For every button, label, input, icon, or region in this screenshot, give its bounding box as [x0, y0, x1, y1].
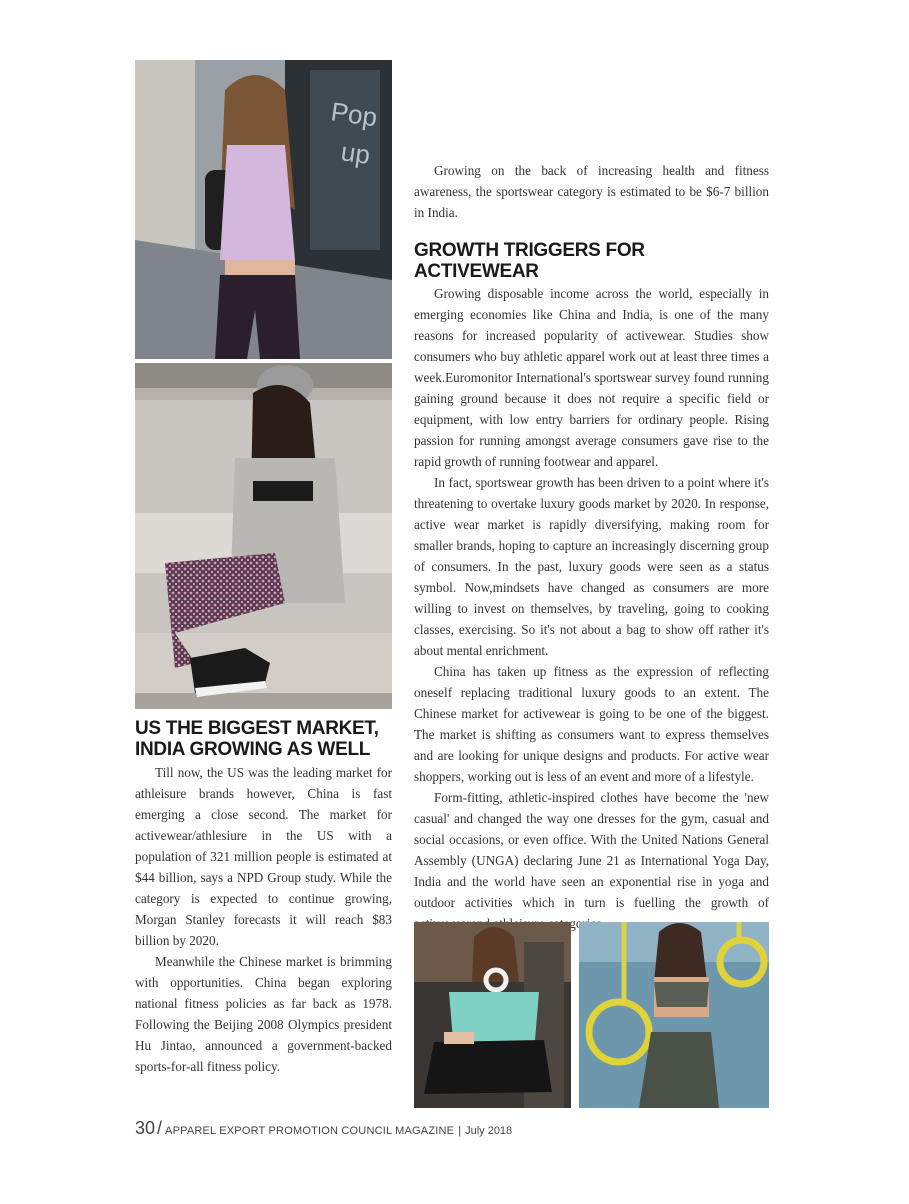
photo-woman-headphones	[414, 922, 571, 1108]
issue-date: July 2018	[465, 1125, 513, 1137]
heading-line-2: INDIA GROWING AS WELL	[135, 739, 371, 760]
photo-woman-lilac-top	[135, 60, 392, 359]
page-number: 30	[135, 1118, 156, 1138]
svg-text:up: up	[339, 136, 372, 170]
paragraph: Growing disposable income across the world, especially in emerging economies like China and India, is one of the many reasons for increased popularity of activewear. Studies show consumers who buy athletic apparel work out at least three times a week.Euromonitor International's sportswear survey found running gaining ground because it does not require a specific field or equipment, with low entry barriers for ordinary people. Rising passion for running amongst average consumers gave rise to the rapid growth of running footwear and apparel.	[414, 286, 769, 469]
footer-slash: /	[157, 1118, 163, 1138]
page-footer	[135, 1118, 512, 1139]
right-column	[414, 160, 769, 934]
section-heading-us-market	[135, 718, 392, 760]
photo-woman-sweatshirt	[135, 363, 392, 709]
footer-separator: |	[458, 1125, 462, 1137]
magazine-name: APPAREL EXPORT PROMOTION COUNCIL MAGAZINE	[165, 1125, 455, 1137]
paragraph: Till now, the US was the leading market for athleisure brands however, China is fast emerging a close second. The market for activewear/athlesiure in the US with a population of 321 million people is estimated at $44 billion, says a NPD Group study. While the category is expected to continue growing, Morgan Stanley forecasts it will reach $83 billion by 2020.	[135, 765, 392, 948]
svg-text:Pop: Pop	[329, 96, 380, 133]
heading-line-1: US THE BIGGEST MARKET,	[135, 718, 379, 739]
paragraph: Meanwhile the Chinese market is brimming with opportunities. China began exploring national fitness policies as far back as 1978. Following the Beijing 2008 Olympics president Hu Jintao, announced a government-backed sports-for-all fitness policy.	[135, 954, 392, 1074]
photo-woman-gym-rings	[579, 922, 769, 1108]
paragraph: In fact, sportswear growth has been driven to a point where it's threatening to overtake luxury goods market by 2020. In response, active wear market is rapidly diversifying, making room for smaller brands, hoping to capture an increasingly discerning group of consumers. In the past, luxury goods were seen as a status symbol. Now,mindsets have changed as consumers are more willing to invest on themselves, by traveling, going to cooking classes, exercising. So it's not about a bag to show off rather it's about mental enrichment.	[414, 475, 769, 658]
intro-paragraph: Growing on the back of increasing health and fitness awareness, the sportswear category is estimated to be $6-7 billion in India.	[414, 163, 769, 220]
paragraph: China has taken up fitness as the expression of reflecting oneself replacing traditional luxury goods to an extent. The Chinese market for activewear is going to be one of the biggest. The market is shifting as consumers want to express themselves and are looking for unique designs and products. For active wear shoppers, working out is less of an event and more of a lifestyle.	[414, 664, 769, 784]
section-heading-growth-triggers: GROWTH TRIGGERS FOR ACTIVEWEAR	[414, 240, 645, 282]
paragraph: Form-fitting, athletic-inspired clothes have become the 'new casual' and changed the way one dresses for the gym, casual and social occasions, or even office. With the United Nations General Assembly (UNGA) declaring June 21 as International Yoga Day, India and the world have seen an exponential rise in yoga and outdoor activities which in turn is fuelling the growth of categories.	[414, 790, 769, 931]
left-column	[135, 718, 392, 1077]
